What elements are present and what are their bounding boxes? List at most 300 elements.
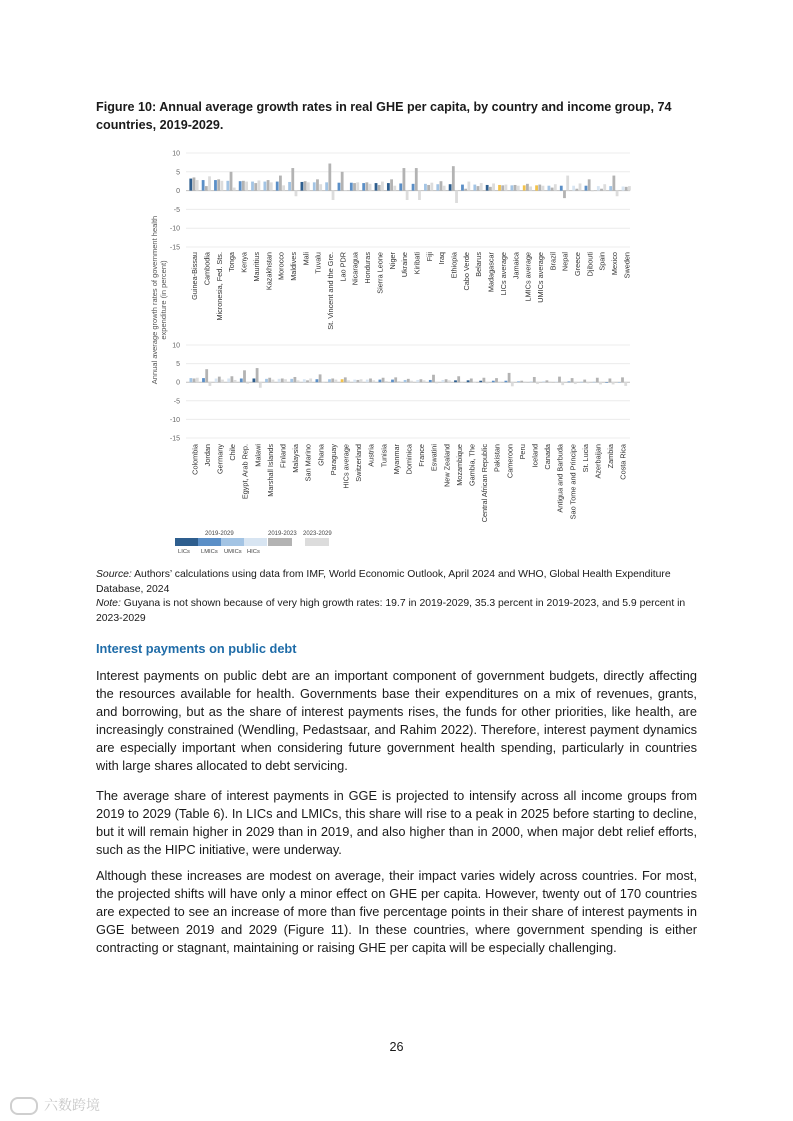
y-tick-label: -5 — [173, 206, 180, 214]
bar-2019-2023 — [440, 181, 443, 190]
bar-2019-2023 — [596, 378, 599, 382]
x-tick-label: Iceland — [530, 444, 540, 468]
bar-2023-2029 — [587, 382, 590, 383]
bar-2019-2029 — [523, 185, 526, 190]
x-tick-label: Kazakhstan — [264, 252, 274, 291]
x-tick-label: Niger — [387, 252, 397, 270]
bar-2019-2029 — [479, 381, 482, 382]
bar-2023-2029 — [430, 183, 433, 191]
bar-2019-2023 — [304, 181, 307, 190]
bar-2019-2023 — [353, 183, 356, 191]
bar-2019-2029 — [190, 378, 193, 382]
bar-2019-2023 — [267, 180, 270, 191]
bar-2019-2023 — [508, 373, 511, 382]
bar-2019-2029 — [202, 180, 205, 191]
bar-2019-2023 — [470, 378, 473, 382]
x-tick-label: UMICs average — [535, 252, 545, 303]
bar-2019-2029 — [226, 181, 229, 191]
x-tick-label: Ethiopia — [449, 252, 459, 279]
bar-2019-2029 — [449, 184, 452, 190]
bar-2023-2029 — [245, 182, 248, 191]
bar-2023-2029 — [406, 191, 409, 200]
x-tick-label: Pakistan — [492, 444, 502, 472]
bar-2023-2029 — [524, 381, 527, 382]
bar-2019-2023 — [489, 187, 492, 191]
x-tick-label: LICs average — [498, 252, 508, 296]
bar-2023-2029 — [393, 186, 396, 191]
x-tick-label: Peru — [517, 444, 527, 460]
bar-2019-2029 — [399, 183, 402, 190]
legend-swatch — [175, 538, 198, 546]
bar-2019-2029 — [605, 382, 608, 383]
x-tick-label: Canada — [543, 444, 553, 470]
x-tick-label: Cameroon — [505, 444, 515, 479]
bar-2023-2029 — [196, 180, 199, 191]
bar-2019-2023 — [600, 189, 603, 191]
x-tick-label: Kenya — [239, 252, 249, 273]
y-axis-label-line-1: Annual average growth rates of government health — [150, 215, 159, 385]
bar-2019-2023 — [609, 378, 612, 382]
bar-2019-2023 — [382, 378, 385, 382]
bar-2019-2023 — [193, 378, 196, 382]
figure-source-notes — [96, 568, 702, 626]
bar-2023-2029 — [233, 188, 236, 191]
bar-2019-2023 — [316, 179, 319, 190]
bar-2019-2029 — [593, 382, 596, 383]
bar-2019-2023 — [341, 172, 344, 191]
bar-2023-2029 — [272, 380, 275, 383]
bar-2019-2023 — [217, 179, 220, 190]
x-tick-label: Honduras — [363, 252, 373, 284]
bar-2023-2029 — [549, 381, 552, 382]
x-tick-label: Belarus — [474, 252, 484, 277]
bar-2019-2023 — [432, 375, 435, 382]
legend-label: LMICs — [201, 549, 218, 555]
y-tick-label: 10 — [172, 150, 180, 158]
bar-2019-2029 — [341, 379, 344, 382]
bar-2019-2029 — [313, 182, 316, 190]
bar-2019-2023 — [254, 183, 257, 191]
bar-2023-2029 — [616, 191, 619, 197]
x-tick-label: St. Vincent and the Gre. — [326, 252, 336, 330]
bar-2019-2029 — [251, 182, 254, 191]
x-tick-label: Switzerland — [354, 444, 364, 482]
watermark-logo-icon — [10, 1097, 38, 1115]
bar-2023-2029 — [220, 181, 223, 191]
x-tick-label: Germany — [215, 444, 225, 475]
bar-2023-2029 — [398, 381, 401, 382]
x-tick-label: Mexico — [610, 252, 620, 276]
bar-2019-2023 — [625, 187, 628, 191]
bar-2019-2029 — [239, 181, 242, 190]
legend-label: UMICs — [224, 549, 242, 555]
x-tick-label: Malawi — [253, 444, 263, 467]
bar-2023-2029 — [603, 184, 606, 190]
bar-2023-2029 — [410, 381, 413, 382]
x-tick-label: LMICs average — [523, 252, 533, 302]
bar-2019-2029 — [436, 184, 439, 190]
bar-2019-2023 — [495, 378, 498, 382]
bar-2019-2029 — [505, 381, 508, 382]
x-tick-label: Maldives — [288, 252, 298, 281]
bar-2019-2023 — [242, 181, 245, 191]
x-tick-label: Ukraine — [400, 252, 410, 278]
x-tick-label: Jordan — [202, 444, 212, 467]
paragraph-3: Although these increases are modest on average, their impact varies widely across countries. For most, the projected shifts will have only a minor effect on GHE per capita. However, twenty out of 170 countries are expected to see an increase of more than five percentage points in their share of interest payments in GGE between 2019 and 2029 (Figure 11). In these countries, where government spending is either contracting or stagnant, maintaining or raising GHE per capita will be especially challenging. — [96, 868, 697, 955]
x-tick-label: Egypt, Arab Rep. — [240, 444, 250, 500]
x-tick-label: Ghana — [316, 444, 326, 466]
bar-2019-2023 — [558, 377, 561, 383]
legend-swatch-2019-2023 — [268, 538, 292, 546]
bar-2023-2029 — [258, 180, 261, 190]
legend-swatch — [244, 538, 267, 546]
bar-2023-2029 — [381, 182, 384, 191]
growth-rate-chart — [0, 0, 793, 560]
bar-2019-2023 — [328, 164, 331, 191]
bar-2023-2029 — [467, 182, 470, 191]
bar-2019-2029 — [424, 184, 427, 191]
x-tick-label: Djibouti — [585, 252, 595, 277]
bar-2023-2029 — [372, 380, 375, 382]
bar-2019-2029 — [580, 382, 583, 383]
bar-2019-2029 — [492, 381, 495, 382]
bar-2023-2029 — [356, 182, 359, 190]
bar-2023-2029 — [282, 185, 285, 190]
bar-2019-2023 — [575, 189, 578, 191]
bar-2023-2029 — [423, 380, 426, 382]
bar-2019-2029 — [263, 182, 266, 191]
bar-2023-2029 — [566, 176, 569, 191]
bar-2023-2029 — [360, 379, 363, 382]
bar-2019-2023 — [546, 380, 549, 382]
bar-2023-2029 — [209, 382, 212, 386]
bar-2019-2029 — [609, 186, 612, 191]
x-tick-label: Colombia — [190, 444, 200, 475]
bar-2019-2023 — [231, 376, 234, 382]
y-tick-label: 0 — [176, 379, 180, 387]
bar-2019-2023 — [218, 377, 221, 383]
bar-2019-2023 — [501, 185, 504, 190]
legend-title-3: 2023-2029 — [303, 531, 332, 537]
bar-2023-2029 — [492, 183, 495, 190]
bar-2023-2029 — [486, 382, 489, 383]
bar-2019-2029 — [387, 183, 390, 191]
bar-2023-2029 — [344, 190, 347, 191]
bar-2019-2029 — [253, 378, 256, 382]
x-tick-label: France — [417, 444, 427, 467]
bar-2019-2029 — [585, 186, 588, 191]
bar-2023-2029 — [270, 182, 273, 190]
x-tick-label: San Marino — [303, 444, 313, 482]
bar-2023-2029 — [448, 380, 451, 382]
bar-2019-2023 — [583, 380, 586, 383]
bar-2023-2029 — [574, 382, 577, 384]
x-tick-label: Azerbaijan — [593, 444, 603, 479]
bar-2023-2029 — [443, 186, 446, 191]
bar-2019-2023 — [538, 185, 541, 191]
bar-2023-2029 — [319, 184, 322, 190]
bar-2019-2023 — [427, 185, 430, 191]
bar-2023-2029 — [347, 380, 350, 382]
bar-2019-2023 — [357, 380, 360, 382]
bar-2019-2029 — [517, 381, 520, 382]
bar-2023-2029 — [480, 183, 483, 191]
y-tick-label: -5 — [173, 398, 180, 406]
bar-2019-2029 — [461, 185, 464, 191]
x-tick-label: Tuvalu — [313, 252, 323, 274]
x-tick-label: Fiji — [424, 252, 434, 262]
bar-2023-2029 — [369, 184, 372, 191]
bar-2019-2029 — [454, 380, 457, 382]
y-tick-label: -15 — [169, 435, 180, 443]
bar-2019-2029 — [303, 379, 306, 382]
bar-2023-2029 — [385, 381, 388, 382]
bar-2019-2023 — [331, 378, 334, 382]
bar-2019-2023 — [294, 377, 297, 382]
bar-2019-2029 — [278, 379, 281, 382]
bar-2019-2023 — [520, 381, 523, 382]
bar-2023-2029 — [221, 380, 224, 383]
x-tick-label: Spain — [597, 252, 607, 271]
bar-2019-2023 — [193, 177, 196, 190]
bar-2019-2023 — [415, 168, 418, 191]
bar-2023-2029 — [561, 382, 564, 385]
bar-2019-2029 — [214, 180, 217, 191]
bar-2019-2029 — [240, 378, 243, 382]
bar-2023-2029 — [295, 191, 298, 197]
x-tick-label: Antigua and Barbuda — [555, 444, 565, 513]
bar-2023-2029 — [335, 380, 338, 383]
bar-2019-2029 — [618, 382, 621, 383]
bar-2019-2029 — [375, 183, 378, 191]
x-tick-label: Finland — [278, 444, 288, 468]
bar-2023-2029 — [536, 382, 539, 384]
bar-2019-2023 — [243, 370, 246, 382]
bar-2019-2023 — [268, 378, 271, 382]
bar-2019-2029 — [568, 381, 571, 382]
bar-2023-2029 — [284, 379, 287, 382]
bar-2019-2029 — [288, 182, 291, 191]
legend-swatch-2023-2029 — [305, 538, 329, 546]
bar-2019-2029 — [227, 378, 230, 382]
note-line: Note: Guyana is not shown because of very high growth rates: 19.7 in 2019-2029, 35.3 percent in 2019-2023, and 5.9 percent in 2023-2029 — [96, 598, 686, 624]
bar-2023-2029 — [418, 191, 421, 200]
bar-2019-2029 — [362, 183, 365, 191]
x-tick-label: Mali — [301, 252, 311, 266]
bar-2023-2029 — [473, 382, 476, 383]
bar-2023-2029 — [498, 382, 501, 383]
bar-2019-2029 — [416, 380, 419, 382]
x-tick-label: Iraq — [437, 252, 447, 265]
y-tick-label: 5 — [176, 169, 180, 177]
bar-2019-2029 — [202, 378, 205, 382]
bar-2019-2023 — [612, 176, 615, 191]
bar-2019-2029 — [572, 186, 575, 191]
bar-2019-2029 — [379, 380, 382, 383]
bar-2019-2023 — [365, 182, 368, 190]
x-tick-label: Nepal — [560, 252, 570, 272]
x-tick-label: Chile — [228, 444, 238, 461]
bar-2023-2029 — [554, 184, 557, 190]
legend-label: LICs — [178, 549, 190, 555]
bar-2019-2029 — [353, 380, 356, 383]
x-tick-label: Sierra Leone — [375, 252, 385, 294]
bar-2019-2023 — [588, 179, 591, 190]
x-tick-label: Greece — [573, 252, 583, 276]
x-tick-label: Lao PDR — [338, 252, 348, 282]
bar-2019-2029 — [189, 179, 192, 191]
bar-2023-2029 — [461, 382, 464, 383]
legend-title-1: 2019-2029 — [205, 531, 234, 537]
bar-2019-2029 — [542, 381, 545, 382]
bar-2023-2029 — [599, 382, 602, 384]
x-tick-label: Tunisia — [379, 444, 389, 468]
x-tick-label: Central African Republic — [480, 443, 490, 523]
bar-2019-2023 — [306, 380, 309, 382]
paragraph-2: The average share of interest payments in GGE is projected to intensify across all income groups from 2019 to 2029 (Table 6). In LICs and LMICs, this share will rise to a peak in 2025 before starting to decline, but it will remain higher in 2029 than in 2019, and also higher than in 2000, when major debt relief efforts, such as the HIPC initiative, were underway. — [96, 788, 697, 857]
bar-2019-2029 — [467, 380, 470, 382]
x-tick-label: St. Lucia — [580, 444, 590, 473]
bar-2019-2029 — [473, 185, 476, 191]
bar-2019-2029 — [530, 381, 533, 382]
y-tick-label: 5 — [176, 361, 180, 369]
bar-2019-2023 — [205, 369, 208, 382]
x-tick-label: Sao Tome and Principe — [568, 444, 578, 520]
bar-2019-2023 — [256, 368, 259, 382]
bar-2019-2029 — [290, 379, 293, 382]
page-number: 26 — [389, 1040, 404, 1054]
x-tick-label: HICs average — [341, 444, 351, 489]
bar-2019-2029 — [391, 380, 394, 383]
x-tick-label: Dominica — [404, 444, 414, 475]
y-tick-label: 0 — [176, 188, 180, 196]
x-tick-label: New Zealand — [442, 444, 452, 487]
bar-2023-2029 — [309, 378, 312, 382]
x-tick-label: Mozambique — [454, 444, 464, 486]
bar-2019-2029 — [265, 379, 268, 382]
section-title: Interest payments on public debt — [96, 641, 297, 656]
bar-2019-2023 — [526, 184, 529, 191]
bar-2023-2029 — [246, 382, 249, 383]
bar-2023-2029 — [579, 183, 582, 190]
x-tick-label: Cabo Verde — [461, 252, 471, 291]
bar-2019-2029 — [325, 182, 328, 190]
bar-2019-2023 — [319, 374, 322, 382]
bar-2023-2029 — [612, 382, 615, 384]
legend-label: HICs — [247, 549, 260, 555]
bar-2023-2029 — [511, 382, 514, 386]
bar-2019-2023 — [403, 168, 406, 191]
bar-2019-2023 — [369, 378, 372, 382]
bar-2019-2023 — [533, 377, 536, 382]
x-tick-label: Micronesia, Fed. Sts. — [214, 252, 224, 321]
bar-2023-2029 — [196, 378, 199, 382]
x-tick-label: Malaysia — [291, 444, 301, 473]
bar-2019-2023 — [420, 379, 423, 382]
bar-2019-2029 — [622, 186, 625, 190]
bar-2019-2029 — [338, 183, 341, 191]
bar-2019-2023 — [452, 166, 455, 190]
bar-2019-2029 — [350, 183, 353, 191]
bar-2023-2029 — [322, 382, 325, 383]
y-axis-label-line-2: expenditure (in percent) — [159, 260, 168, 340]
bar-2023-2029 — [624, 382, 627, 386]
x-tick-label: Nicaragua — [350, 252, 360, 286]
bar-2019-2023 — [291, 168, 294, 191]
bar-2019-2023 — [344, 377, 347, 382]
bar-2019-2023 — [407, 379, 410, 382]
legend-swatch — [221, 538, 244, 546]
y-tick-label: -10 — [169, 225, 180, 233]
bar-2019-2023 — [205, 186, 208, 191]
bar-2019-2023 — [230, 172, 233, 191]
x-tick-label: Brazil — [548, 252, 558, 271]
bar-2019-2023 — [483, 378, 486, 382]
x-tick-label: Austria — [366, 444, 376, 467]
x-tick-label: Kiribati — [412, 252, 422, 275]
figure-title: Figure 10: Annual average growth rates in real GHE per capita, by country and income group, 74 countries, 2019-2029. — [96, 100, 672, 132]
bar-2019-2029 — [215, 378, 218, 382]
legend-title-2: 2019-2023 — [268, 531, 297, 537]
x-tick-label: Sweden — [622, 252, 632, 279]
bar-2019-2029 — [276, 182, 279, 191]
x-tick-label: Eswatini — [429, 444, 439, 472]
bar-2019-2029 — [486, 185, 489, 191]
bar-2019-2023 — [514, 185, 517, 191]
x-tick-label: Zambia — [606, 444, 616, 469]
bar-2023-2029 — [307, 182, 310, 190]
bar-2019-2023 — [621, 377, 624, 382]
bar-2023-2029 — [455, 191, 458, 203]
bar-2019-2029 — [442, 380, 445, 382]
y-tick-label: -15 — [169, 244, 180, 252]
paragraph-1: Interest payments on public debt are an important component of government budgets, directly affecting the resources available for health. Governments base their expenditures on a mix of revenues, grants, and borrowing, but as the share of interest payments rises, the funds for other priorities, like health, are increasingly constrained (Wendling, Pedastsaar, and Rahim 2022). Therefore, interest payment dynamics are especially important when considering future government health spending, particularly in countries with large shares allocated to debt servicing. — [96, 668, 697, 773]
bar-2023-2029 — [435, 382, 438, 383]
bar-2019-2029 — [510, 185, 513, 190]
x-tick-label: Myanmar — [391, 444, 401, 475]
bar-2019-2023 — [390, 179, 393, 190]
bar-2019-2023 — [477, 186, 480, 191]
source-line: Source: Authors’ calculations using data from IMF, World Economic Outlook, April 2024 and WHO, Global Health Expenditure Database, 2024 — [96, 569, 671, 595]
x-tick-label: Morocco — [276, 252, 286, 280]
legend-swatch — [198, 538, 221, 546]
bar-2019-2023 — [464, 189, 467, 191]
x-tick-label: Tonga — [227, 252, 237, 272]
bar-2019-2029 — [301, 182, 304, 191]
bar-2019-2029 — [548, 186, 551, 191]
bar-2019-2029 — [366, 380, 369, 383]
x-tick-label: Jamaica — [511, 252, 521, 280]
x-tick-label: Costa Rica — [618, 444, 628, 480]
bar-2023-2029 — [259, 382, 262, 388]
bar-2019-2023 — [571, 378, 574, 382]
bar-2019-2029 — [498, 185, 501, 191]
bar-2023-2029 — [542, 186, 545, 191]
bar-2019-2029 — [560, 186, 563, 191]
bar-2023-2029 — [234, 380, 237, 382]
bar-2019-2029 — [404, 380, 407, 382]
x-tick-label: Madagascar — [486, 252, 496, 293]
bar-2019-2029 — [429, 380, 432, 382]
y-tick-label: -10 — [169, 416, 180, 424]
bar-2019-2029 — [328, 379, 331, 382]
bar-2019-2023 — [563, 191, 566, 199]
x-tick-label: Gambia, The — [467, 444, 477, 487]
bar-2019-2023 — [394, 377, 397, 382]
bar-2019-2023 — [281, 378, 284, 382]
bar-2019-2029 — [316, 379, 319, 382]
x-tick-label: Cambodia — [202, 252, 212, 286]
